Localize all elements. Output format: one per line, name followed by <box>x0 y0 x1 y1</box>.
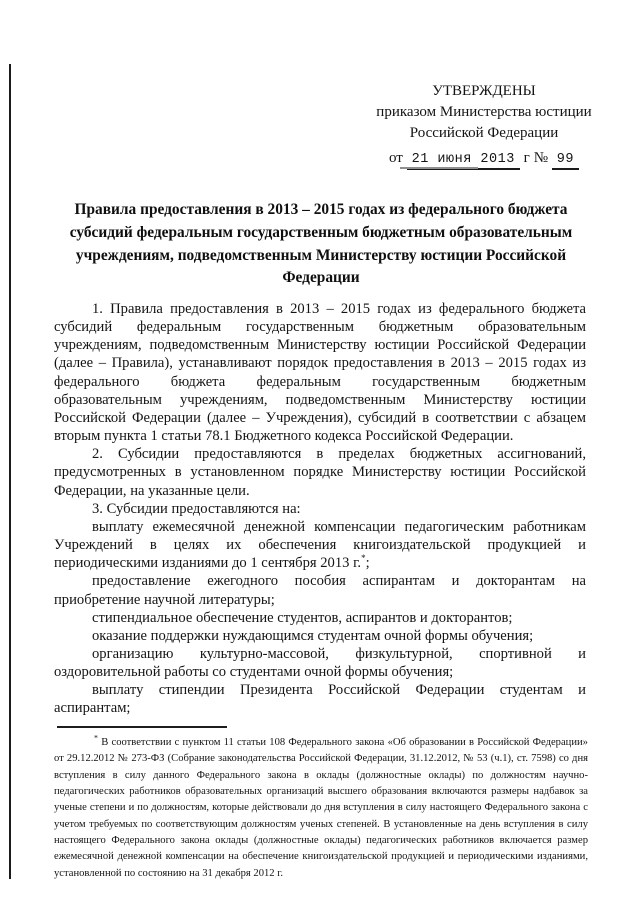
date-unit: г <box>523 150 530 166</box>
paragraph-6: стипендиальное обеспечение студентов, аспирантов и докторантов; <box>92 609 513 626</box>
paragraph-2: 2. Субсидии предоставляются в пределах бюджетных ассигнований, предусмотренных в установленном порядке Министерству юстиции Российской Федерации, на указанные цели. <box>54 446 586 499</box>
document-body <box>54 300 586 718</box>
paragraph-4 <box>54 518 586 572</box>
approval-block <box>354 81 614 170</box>
footnote-marker: * <box>94 733 98 743</box>
document-title: Правила предоставления в 2013 – 2015 годах из федерального бюджета субсидий федеральным государственным бюджетным образовательным учреждениям, подведомственным Министерству юстиции Российской Федерации <box>69 201 573 287</box>
scan-edge-line <box>9 64 11 879</box>
footnote-separator-line <box>57 726 227 728</box>
scan-underline-artifact <box>400 167 478 169</box>
paragraph-9: выплату стипендии Президента Российской Федерации студентам и аспирантам; <box>54 682 586 717</box>
footnote <box>54 735 588 882</box>
date-prefix: от <box>389 150 403 166</box>
paragraph-8: организацию культурно-массовой, физкультурной, спортивной и оздоровительной работы со студентами очной формы обучения; <box>54 645 586 681</box>
paragraph-3: 3. Субсидии предоставляются на: <box>92 500 301 517</box>
footnote-text: В соответствии с пунктом 11 статьи 108 Федерального закона «Об образовании в Российской Федерации» от 29.12.2012 № 273-ФЗ (Собрание законодательства Российской Федерации, 31.12.2012, № 53 (ч.1), ст. 7598) со дня вступления в силу данного Федерального закона в оклады (должностные оклады) по должностям научно-педагогических работников образовательных организаций высшего образования включаются размеры надбавок за ученые степени и по должностям, которые действовали до дня вступления в силу настоящего Федерального закона с учетом требуемых по соответствующим должностям ученых степеней. В установленные на день вступления в силу настоящего Федерального закона оклады (должностные оклады) педагогических работников включается размер ежемесячной денежной компенсации на обеспечение книгоиздательской продукцией и периодическими изданиями, установленной по состоянию на 31 декабря 2012 г. <box>54 737 588 879</box>
paragraph-5: предоставление ежегодного пособия аспирантам и докторантам на приобретение научной литературы; <box>54 573 586 608</box>
number-sign: № <box>533 150 549 166</box>
date-value: 21 июня 2013 <box>407 152 520 170</box>
paragraph-4-tail: ; <box>365 555 370 572</box>
footnote-reference-asterisk: * <box>361 553 366 564</box>
approval-line-by-order: приказом Министерства юстиции <box>376 104 592 120</box>
approval-date-line <box>354 148 614 170</box>
approval-line-approved: УТВЕРЖДЕНЫ <box>432 83 536 99</box>
paragraph-1: 1. Правила предоставления в 2013 – 2015 годах из федерального бюджета субсидий федеральным государственным бюджетным образовательным учреждениям, подведомственным Министерству юстиции Российской Федерации (далее – Правила), устанавливают порядок предоставления в 2013 – 2015 годах из федерального бюджета федеральным государственным бюджетным образовательным учреждениям, подведомственным Министерству юстиции Российской Федерации (далее – Учреждения), субсидий в соответствии с абзацем вторым пункта 1 статьи 78.1 Бюджетного кодекса Российской Федерации. <box>54 301 586 445</box>
approval-line-rf: Российской Федерации <box>409 125 559 141</box>
paragraph-4-text: выплату ежемесячной денежной компенсации педагогическим работникам Учреждений в целях их обеспечения книгоиздательской продукцией и периодическими изданиями до 1 сентября 2013 г. <box>54 518 586 572</box>
order-number-value: 99 <box>552 152 579 170</box>
paragraph-7: оказание поддержки нуждающимся студентам очной формы обучения; <box>92 627 534 644</box>
